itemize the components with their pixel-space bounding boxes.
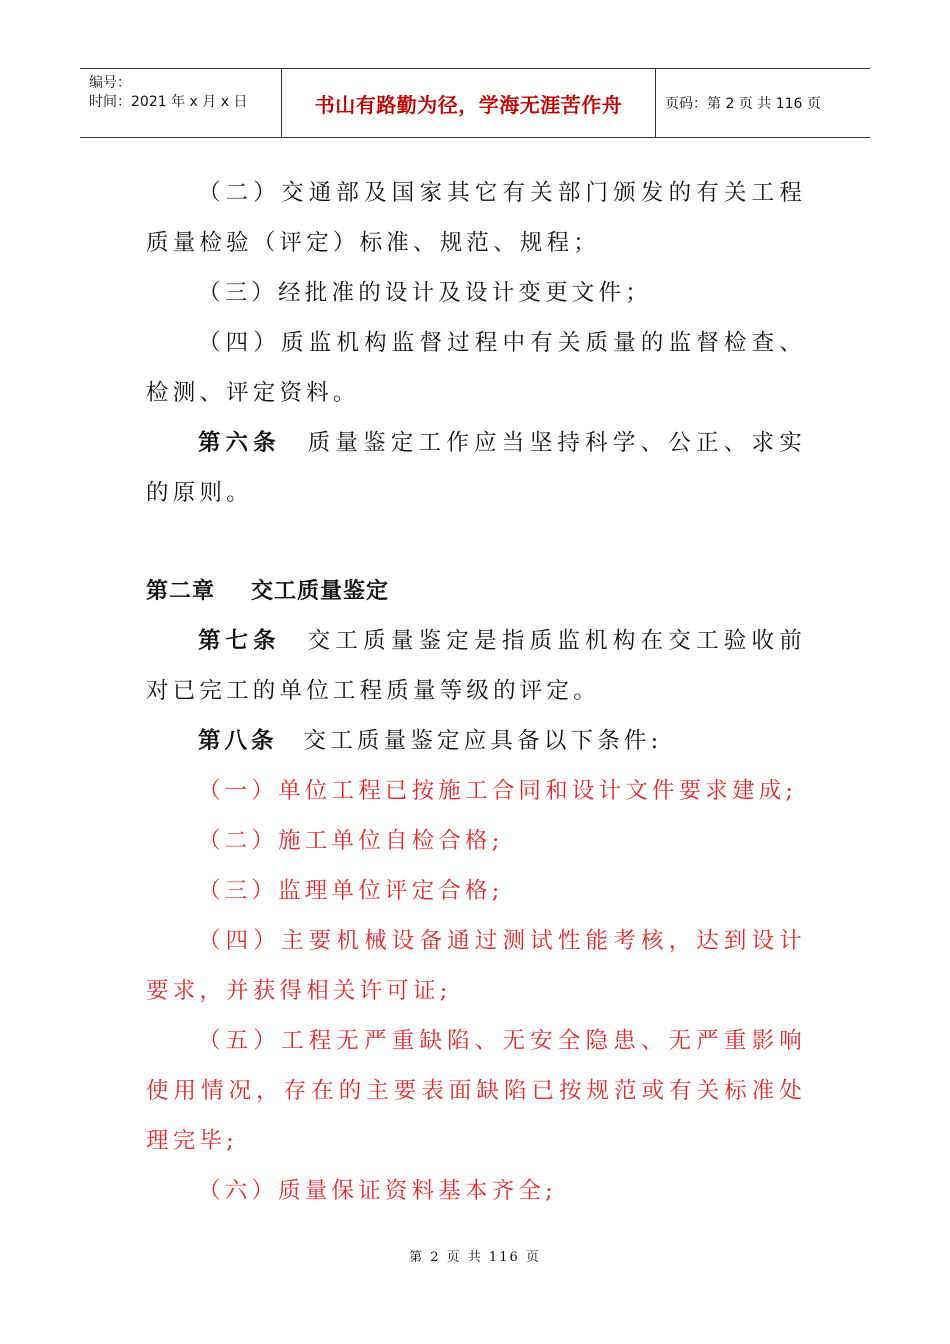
header-page-info: 页码：第 2 页 共 116 页: [665, 96, 821, 112]
condition-item: （五）工程无严重缺陷、无安全隐患、无严重影响使用情况，存在的主要表面缺陷已按规范或有关标准处理完毕;: [146, 1028, 806, 1154]
article-text: 交工质量鉴定应具备以下条件:: [303, 728, 663, 754]
article-7: [146, 616, 806, 716]
article-title: 第八条: [198, 728, 278, 754]
condition-item: （一）单位工程已按施工合同和设计文件要求建成;: [198, 778, 798, 804]
condition-item: （六）质量保证资料基本齐全;: [198, 1178, 557, 1204]
chapter-title: 交工质量鉴定: [251, 578, 390, 604]
clause-paragraph: （四）质监机构监督过程中有关质量的监督检查、检测、评定资料。: [146, 330, 806, 406]
clause-paragraph: （三）经批准的设计及设计变更文件；: [198, 280, 652, 306]
article-title: 第六条: [198, 430, 281, 456]
article-title: 第七条: [198, 628, 281, 654]
page-footer: 第 2 页 共 116 页: [409, 1250, 541, 1265]
article-8: [146, 716, 806, 766]
article-text: 质量鉴定工作应当坚持科学、公正、求实的原则。: [146, 430, 806, 506]
header-meta: [80, 69, 280, 137]
document-body: [146, 168, 806, 1216]
clause-paragraph: （二）交通部及国家其它有关部门颁发的有关工程质量检验（评定）标准、规范、规程；: [146, 180, 806, 256]
header-motto-cell: [281, 69, 656, 137]
condition-item: （四）主要机械设备通过测试性能考核，达到设计要求，并获得相关许可证;: [146, 928, 806, 1004]
condition-item: （二）施工单位自检合格;: [198, 828, 504, 854]
document-time-label: 时间：2021 年 x 月 x 日: [89, 94, 248, 110]
document-number-label: 编号：: [89, 75, 131, 91]
document-header: [80, 68, 870, 138]
article-6: [146, 418, 806, 518]
condition-item: （三）监理单位评定合格;: [198, 878, 504, 904]
article-text: 交工质量鉴定是指质监机构在交工验收前对已完工的单位工程质量等级的评定。: [146, 628, 806, 704]
header-motto: 书山有路勤为径，学海无涯苦作舟: [314, 92, 623, 117]
chapter-heading: [146, 566, 806, 616]
chapter-number: 第二章: [146, 578, 216, 604]
